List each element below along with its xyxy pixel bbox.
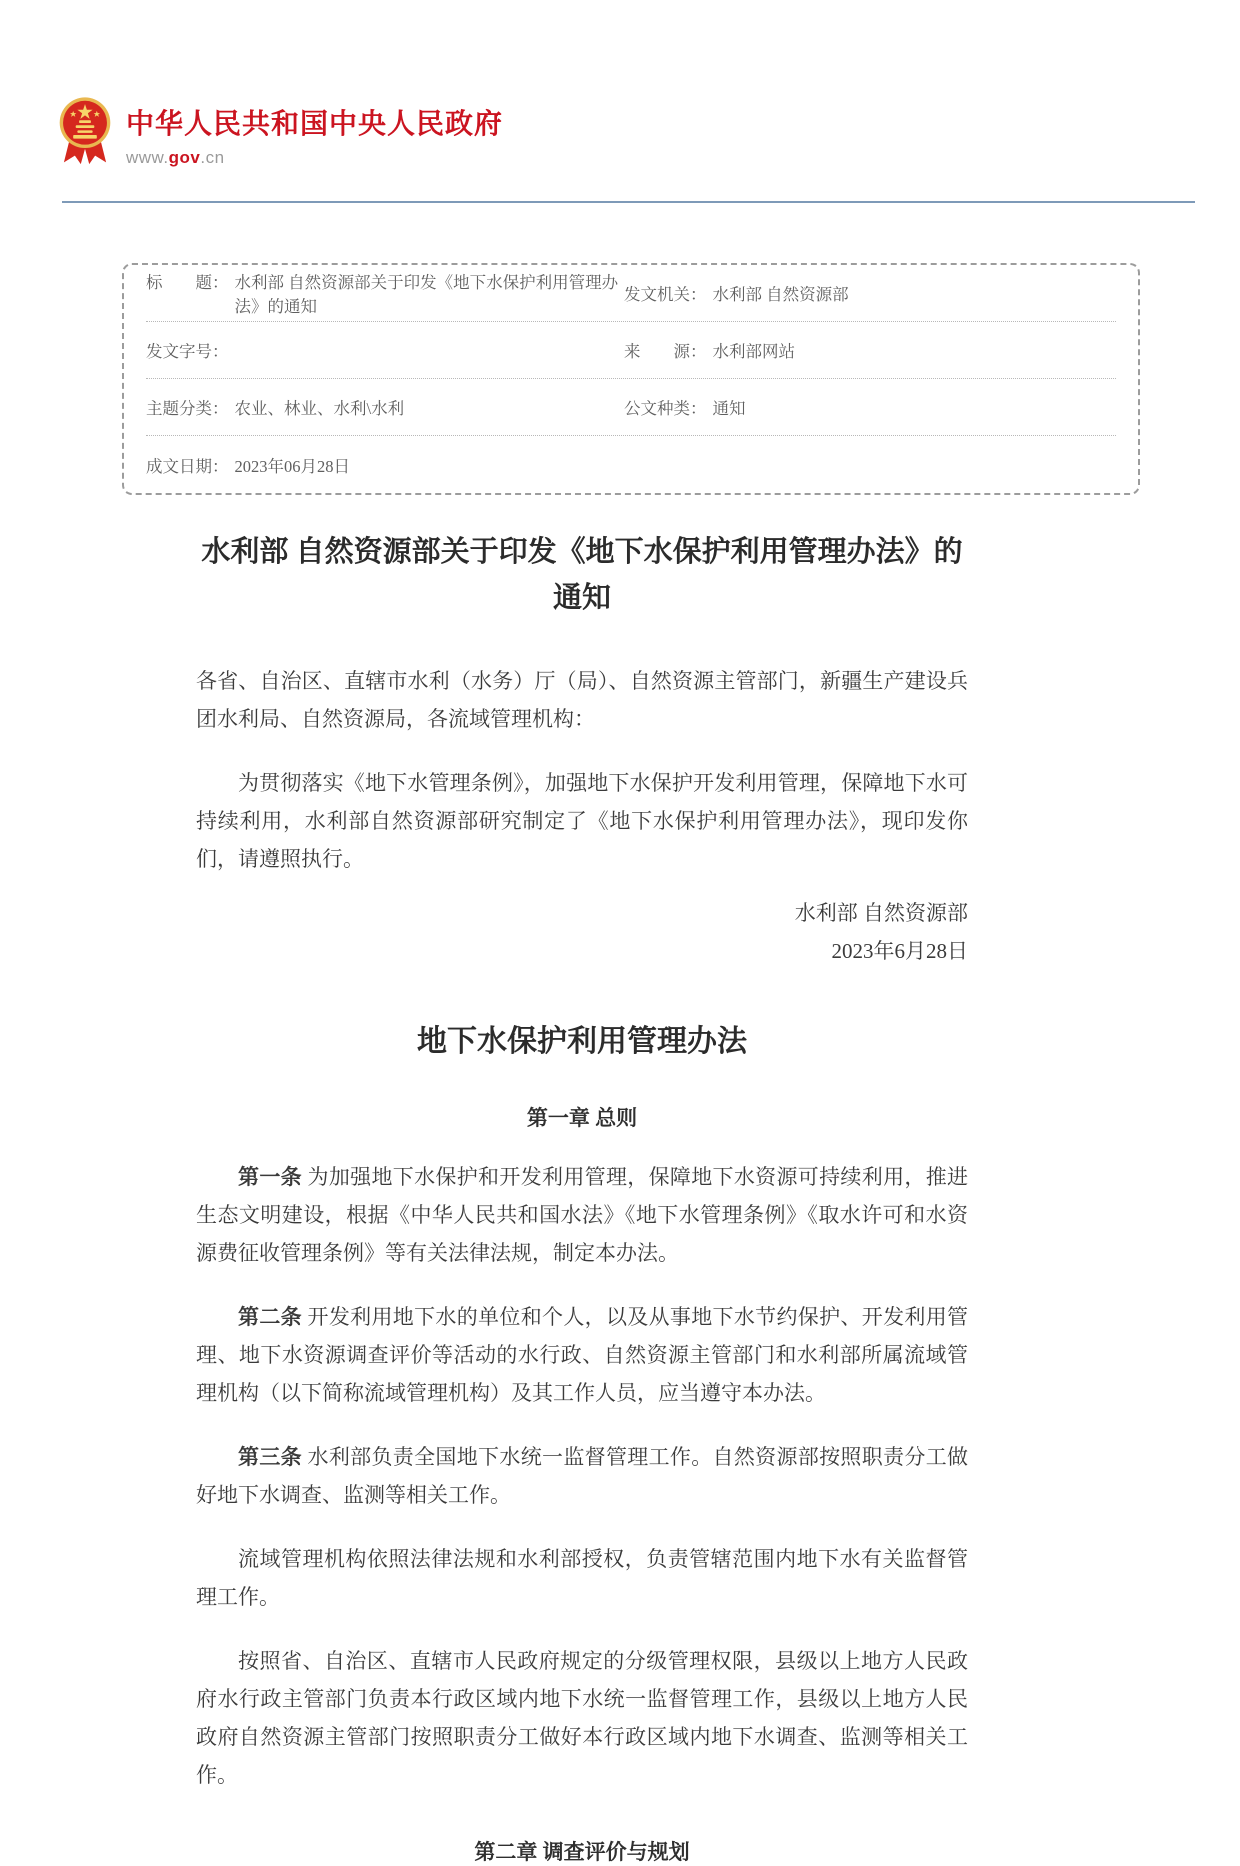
meta-cell-source <box>624 338 1116 362</box>
meta-label-category: 主题分类： <box>146 399 229 418</box>
intro-paragraph: 为贯彻落实《地下水管理条例》，加强地下水保护开发利用管理，保障地下水可持续利用，水利部自然资源部研究制定了《地下水保护利用管理办法》，现印发你们，请遵照执行。 <box>196 770 968 871</box>
site-text <box>126 102 503 168</box>
salutation-paragraph: 各省、自治区、直辖市水利（水务）厅（局）、自然资源主管部门，新疆生产建设兵团水利局、自然资源局，各流域管理机构： <box>196 668 968 731</box>
meta-value-title: 水利部 自然资源部关于印发《地下水保护利用管理办法》的通知 <box>234 273 619 316</box>
article-3-continuation-paragraph-2: 按照省、自治区、直辖市人民政府规定的分级管理权限，县级以上地方人民政府水行政主管部门负责本行政区域内地下水统一监督管理工作，县级以上地方人民政府自然资源主管部门按照职责分工做好本行政区域内地下水调查、监测等相关工作。 <box>196 1648 968 1787</box>
article-2-paragraph <box>196 1298 968 1412</box>
meta-label-issuing-agency: 发文机关： <box>624 285 707 304</box>
site-url-prefix: www. <box>126 147 169 167</box>
site-header <box>0 0 1240 173</box>
meta-cell-doc-number <box>146 338 624 362</box>
article-1-paragraph <box>196 1158 968 1272</box>
meta-cell-date <box>146 453 624 477</box>
meta-label-date: 成文日期： <box>146 456 229 476</box>
signature-date: 2023年6月28日 <box>831 938 968 963</box>
meta-row-category <box>146 379 1116 436</box>
site-url-gov: gov <box>168 147 201 167</box>
article-3-text: 水利部负责全国地下水统一监督管理工作。自然资源部按照职责分工做好地下水调查、监测等相关工作。 <box>196 1444 969 1507</box>
meta-label-title: 标 题： <box>146 273 229 292</box>
site-title[interactable]: 中华人民共和国中央人民政府 <box>126 107 504 139</box>
meta-label-doc-type: 公文种类： <box>624 399 707 418</box>
article-3-continuation-paragraph: 流域管理机构依照法律法规和水利部授权，负责管辖范围内地下水有关监督管理工作。 <box>196 1546 968 1609</box>
article-1-text: 为加强地下水保护和开发利用管理，保障地下水资源可持续利用，推进生态文明建设，根据《中华人民共和国水法》《地下水管理条例》《取水许可和水资源费征收管理条例》等有关法律法规，制定本办法。 <box>196 1164 969 1265</box>
national-emblem-logo[interactable] <box>58 96 112 173</box>
meta-cell-title <box>146 269 624 317</box>
chapter-2-heading: 第二章 调查评价与规划 <box>474 1839 690 1864</box>
measures-title: 地下水保护利用管理办法 <box>417 1024 747 1058</box>
meta-row-doc-number <box>146 322 1116 379</box>
signature-agency: 水利部 自然资源部 <box>794 900 968 925</box>
site-url-suffix: .cn <box>200 147 225 167</box>
article-2-text: 开发利用地下水的单位和个人，以及从事地下水节约保护、开发利用管理、地下水资源调查评价等活动的水行政、自然资源主管部门和水利部所属流域管理机构（以下简称流域管理机构）及其工作人员，应当遵守本办法。 <box>196 1304 969 1405</box>
document-body <box>196 529 968 1866</box>
article-3-paragraph <box>196 1438 968 1514</box>
document-metadata-box <box>122 263 1140 495</box>
national-emblem-icon <box>58 96 112 168</box>
chapter-1-heading: 第一章 总则 <box>526 1105 638 1130</box>
meta-cell-doc-type <box>624 395 1116 419</box>
site-url[interactable] <box>126 148 503 168</box>
meta-value-issuing-agency: 水利部 自然资源部 <box>712 285 849 304</box>
signature-block <box>196 894 968 970</box>
meta-label-source: 来 源： <box>624 342 707 361</box>
meta-cell-issuing-agency <box>624 281 1116 305</box>
meta-value-doc-type: 通知 <box>712 399 746 418</box>
article-3-number: 第三条 <box>238 1444 302 1469</box>
header-divider <box>62 201 1195 203</box>
meta-row-date <box>146 436 1116 493</box>
meta-cell-category <box>146 395 624 419</box>
meta-label-doc-number: 发文字号： <box>146 342 229 361</box>
meta-value-source: 水利部网站 <box>712 342 795 361</box>
meta-value-category: 农业、林业、水利\水利 <box>234 399 405 418</box>
document-title: 水利部 自然资源部关于印发《地下水保护利用管理办法》的通知 <box>201 536 963 615</box>
meta-value-date: 2023年06月28日 <box>234 456 350 476</box>
article-2-number: 第二条 <box>238 1304 302 1329</box>
article-1-number: 第一条 <box>238 1164 302 1189</box>
meta-row-title <box>146 265 1116 322</box>
